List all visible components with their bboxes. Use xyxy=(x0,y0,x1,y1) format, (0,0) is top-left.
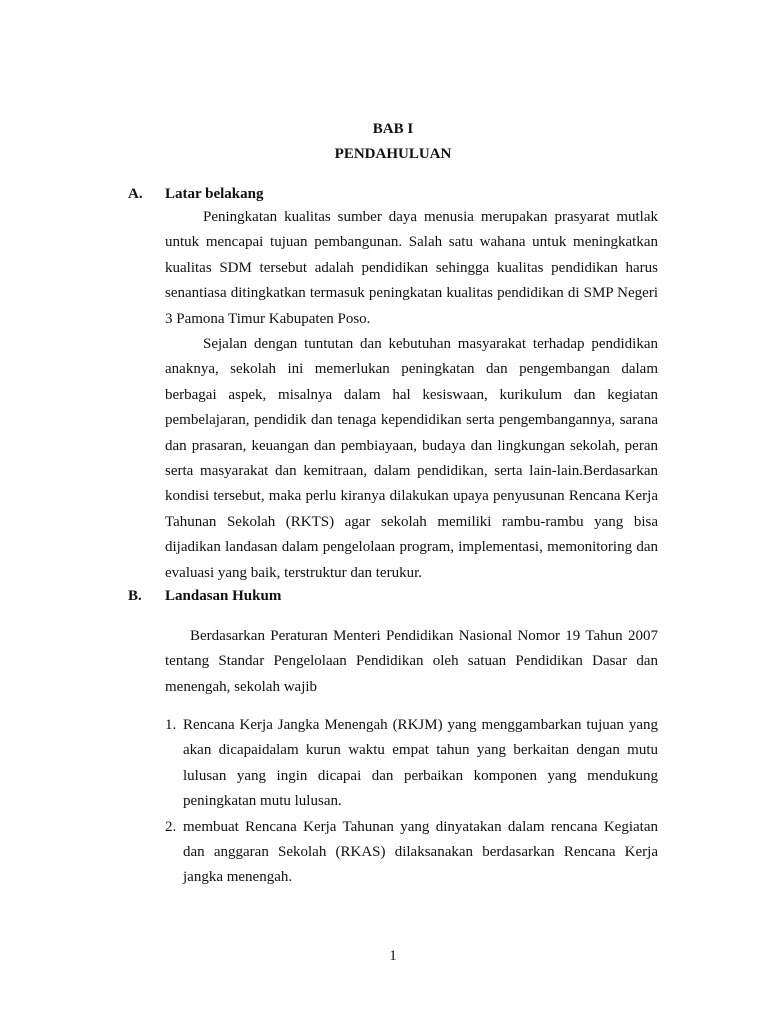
list-item-number: 2. xyxy=(165,818,177,835)
section-b-title: Landasan Hukum xyxy=(165,588,282,604)
list-item xyxy=(165,815,658,891)
requirements-list xyxy=(165,713,658,891)
list-item-text: membuat Rencana Kerja Tahunan yang dinyatakan dalam rencana Kegiatan dan anggaran Sekolah (RKAS) dilaksanakan berdasarkan Rencana Kerja jangka menengah. xyxy=(183,818,658,886)
list-item-text: Rencana Kerja Jangka Menengah (RKJM) yang menggambarkan tujuan yang akan dicapaidalam kurun waktu empat tahun yang berkaitan dengan mutu lulusan yang ingin dicapai dan perbaikan komponen yang mendukung peningkatan mutu lulusan. xyxy=(183,717,658,810)
paragraph-1: Peningkatan kualitas sumber daya menusia merupakan prasyarat mutlak untuk mencapai tujuan pembangunan. Salah satu wahana untuk meningkatkan kualitas SDM tersebut adalah pendidikan sehingga kualitas pendidikan harus senantiasa ditingkatkan termasuk peningkatan kualitas pendidikan di SMP Negeri 3 Pamona Timur Kabupaten Poso. xyxy=(165,209,658,327)
section-b-intro: Berdasarkan Peraturan Menteri Pendidikan Nasional Nomor 19 Tahun 2007 tentang Standar Pengelolaan Pendidikan oleh satuan Pendidikan Dasar dan menengah, sekolah wajib xyxy=(165,628,658,695)
page-number: 1 xyxy=(389,948,397,964)
chapter-number: BAB I xyxy=(372,121,414,137)
section-a-letter: A. xyxy=(128,186,143,202)
list-item-number: 1. xyxy=(165,717,177,733)
section-b-letter: B. xyxy=(128,588,142,604)
section-a-title: Latar belakang xyxy=(165,186,264,202)
list-item xyxy=(165,713,658,815)
paragraph-2: Sejalan dengan tuntutan dan kebutuhan masyarakat terhadap pendidikan anaknya, sekolah ini memerlukan peningkatan dan pengembangan dalam berbagai aspek, misalnya dalam hal kesiswaan, kurikulum dan kegiatan pembelajaran, pendidik dan tenaga kependidikan serta pengembangannya, sarana dan prasaran, keuangan dan pembiayaan, budaya dan lingkungan sekolah, peran serta masyarakat dan kemitraan, dalam pendidikan, serta lain-lain.Berdasarkan kondisi tersebut, maka perlu kiranya dilakukan upaya penyusunan Rencana Kerja Tahunan Sekolah (RKTS) agar sekolah memiliki rambu-rambu yang bisa dijadikan landasan dalam pengelolaan program, implementasi, memonitoring dan evaluasi yang baik, terstruktur dan terukur. xyxy=(165,336,658,581)
chapter-title: PENDAHULUAN xyxy=(334,146,452,162)
